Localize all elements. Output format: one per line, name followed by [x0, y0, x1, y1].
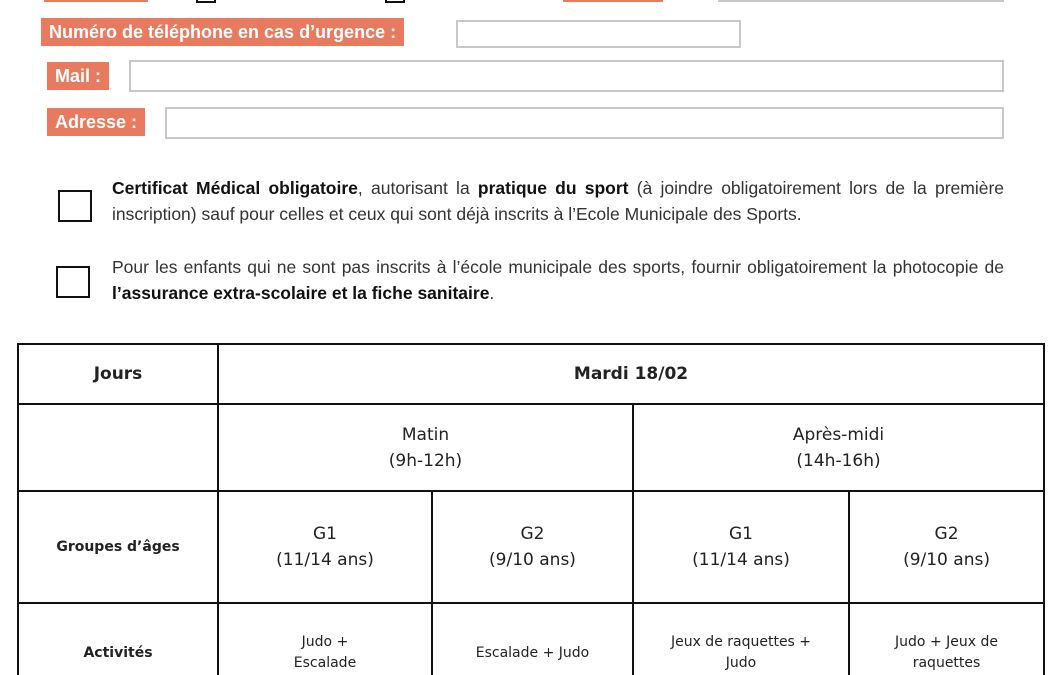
morning-hours: (9h-12h)	[388, 450, 463, 471]
groups-label: Groupes d’âges	[18, 491, 218, 603]
activity-cell	[849, 603, 1044, 675]
top-label-fragment-2	[563, 0, 663, 2]
group-ages: (11/14 ans)	[276, 550, 374, 570]
insurance-note	[112, 254, 1004, 306]
group-name: G2	[934, 524, 959, 544]
activity-line-1: Judo +	[301, 634, 349, 650]
activity-line-2: Judo	[725, 655, 757, 671]
group-cell	[218, 491, 432, 603]
certificate-bold-2: pratique du sport	[477, 178, 629, 198]
certificate-checkbox[interactable]	[58, 190, 92, 222]
group-name: G2	[520, 524, 545, 544]
insurance-checkbox[interactable]	[56, 266, 90, 298]
top-checkbox-fragment-2[interactable]	[385, 0, 405, 3]
mail-label: Mail :	[47, 62, 109, 90]
activity-line-2: raquettes	[912, 655, 981, 671]
activity-line-2: Escalade	[293, 655, 357, 671]
top-label-fragment	[44, 0, 148, 2]
activity-cell	[218, 603, 432, 675]
activity-cell	[432, 603, 633, 675]
activity-line-1: Escalade + Judo	[475, 644, 590, 661]
group-ages: (11/14 ans)	[692, 550, 790, 570]
address-label: Adresse :	[47, 108, 145, 136]
phone-label: Numéro de téléphone en cas d’urgence :	[41, 18, 404, 46]
group-cell	[849, 491, 1044, 603]
certificate-text-2: (à joindre obligatoirement lors de la première inscription) sauf pour celles et ceux qui sont déjà inscrits à l’Ecole Municipale des Sports.	[112, 178, 1005, 224]
top-checkbox-fragment-1[interactable]	[196, 0, 216, 3]
activities-label: Activités	[18, 603, 218, 675]
morning-name: Matin	[401, 424, 450, 445]
afternoon-cell	[633, 404, 1044, 491]
insurance-text-2: .	[489, 283, 495, 303]
group-ages: (9/10 ans)	[489, 550, 576, 570]
morning-cell	[218, 404, 633, 491]
afternoon-name: Après-midi	[792, 424, 885, 445]
activity-line-1: Jeux de raquettes +	[670, 634, 812, 650]
certificate-text-1: , autorisant la	[357, 178, 478, 198]
days-header: Jours	[18, 344, 218, 404]
insurance-text-1: Pour les enfants qui ne sont pas inscrits à l’école municipale des sports, fournir obligatoirement la photocopie de	[112, 257, 1004, 277]
group-name: G1	[313, 524, 337, 544]
group-name: G1	[729, 524, 753, 544]
group-ages: (9/10 ans)	[903, 550, 990, 570]
top-field-fragment[interactable]	[718, 0, 1004, 2]
insurance-bold-1: l’assurance extra-scolaire et la fiche sanitaire	[112, 283, 490, 303]
group-cell	[633, 491, 849, 603]
certificate-bold-1: Certificat Médical obligatoire	[112, 178, 358, 198]
phone-field[interactable]	[456, 20, 741, 48]
activity-line-1: Judo + Jeux de	[895, 634, 998, 650]
address-field[interactable]	[165, 107, 1004, 139]
activity-cell	[633, 603, 849, 675]
mail-field[interactable]	[129, 60, 1004, 92]
day-header: Mardi 18/02	[218, 344, 1044, 404]
group-cell	[432, 491, 633, 603]
schedule-table	[17, 343, 1045, 675]
certificate-note	[112, 175, 1004, 227]
empty-cell	[18, 404, 218, 491]
afternoon-hours: (14h-16h)	[796, 450, 881, 471]
